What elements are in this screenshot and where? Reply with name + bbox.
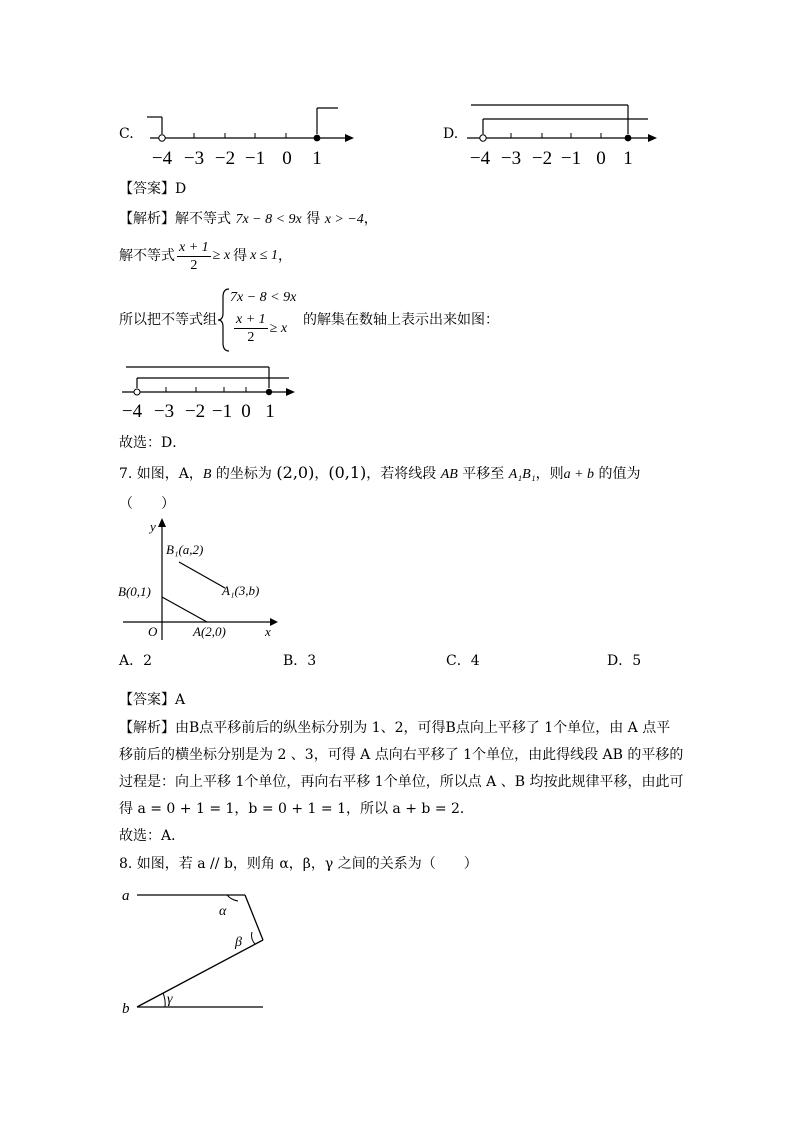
q7-coordinate-figure xyxy=(115,515,285,645)
left-brace xyxy=(217,287,231,353)
tick-label: −4 xyxy=(151,148,173,169)
fraction: $\frac{x + 1}{2}$ xyxy=(236,312,266,345)
beta-arc xyxy=(252,932,255,944)
arrow-head xyxy=(345,134,354,142)
tick-label: −3 xyxy=(153,401,175,422)
tick-label: −2 xyxy=(184,401,206,422)
tick-label: 0 xyxy=(241,401,251,422)
q8-parallel-lines-figure xyxy=(115,880,275,1020)
open-dot xyxy=(134,389,140,395)
arrow-head xyxy=(286,388,295,396)
tick-label: 1 xyxy=(312,148,322,169)
a-label: a xyxy=(122,888,130,904)
inequality-1: 7x − 8 < 9x xyxy=(235,212,302,227)
open-dot xyxy=(480,135,486,141)
tick-label: 0 xyxy=(282,148,292,169)
q6-system-suffix: 的解集在数轴上表示出来如图： xyxy=(303,312,499,328)
q6-analysis-line1: 【解析】解不等式 7x − 8 < 9x 得 x > −4， xyxy=(119,211,378,227)
y-label: y xyxy=(150,519,156,534)
segment-1 xyxy=(245,895,263,940)
tick-label: −4 xyxy=(469,148,491,169)
q7-analysis-line1: 【解析】由B点平移前后的纵坐标分别为 1、2，可得B点向上平移了 1个单位，由 A 点平 xyxy=(119,720,671,736)
tick-label: −3 xyxy=(183,148,205,169)
tick-label: −2 xyxy=(214,148,236,169)
tick-label: −1 xyxy=(560,148,582,169)
a-label: A(2,0) xyxy=(193,624,226,639)
b1-label: B₁(a,2) xyxy=(166,542,204,557)
q7-analysis-line4: 得 a = 0 + 1 = 1，b = 0 + 1 = 1，所以 a + b = 2． xyxy=(119,801,474,817)
q7-stem: 7. 如图，A，B 的坐标为 (2,0)，(0,1)，若将线段 AB 平移至 A₁B₁，则a + b 的值为 xyxy=(119,463,641,482)
q7-option-a[interactable]: A．2 xyxy=(119,653,153,669)
q8-stem: 8. 如图，若 a // b，则角 α，β，γ 之间的关系为（ ） xyxy=(119,856,478,872)
tick-label: −3 xyxy=(500,148,522,169)
q6-answer: 【答案】D xyxy=(119,181,187,197)
a1-label: A₁(3,b) xyxy=(222,583,260,598)
b-label: B(0,1) xyxy=(118,584,151,599)
coord-a: (2,0) xyxy=(276,463,315,482)
coord-b: (0,1) xyxy=(328,463,367,482)
option-c-number-line xyxy=(140,100,360,172)
b-label: b xyxy=(122,1001,130,1017)
q6-analysis-line2: 解不等式 $\frac{x + 1}{2}$ ≥ x 得 x ≤ 1 ， xyxy=(119,239,292,273)
tick-label: −4 xyxy=(121,401,143,422)
option-c-label: C. xyxy=(119,126,134,142)
segment-2 xyxy=(137,940,263,1007)
tick-label: −1 xyxy=(244,148,266,169)
fraction: $\frac{x + 1}{2}$ xyxy=(179,239,209,273)
solution-2: x ≤ 1 xyxy=(250,248,278,263)
gamma-arc xyxy=(163,993,165,1007)
q6-system-prefix: 所以把不等式组 xyxy=(119,312,217,328)
alpha-label: α xyxy=(219,904,227,919)
origin-label: O xyxy=(148,624,158,639)
solid-dot xyxy=(266,389,272,395)
system-line-1: 7x − 8 < 9x xyxy=(230,290,297,305)
tick-label: −1 xyxy=(211,401,233,422)
option-d-number-line xyxy=(463,100,663,172)
q7-answer: 【答案】A xyxy=(119,692,186,708)
beta-label: β xyxy=(235,935,242,950)
gamma-label: γ xyxy=(167,992,173,1007)
solid-dot xyxy=(314,135,321,142)
tick-label: 1 xyxy=(623,148,633,169)
tick-label: 1 xyxy=(265,401,275,422)
q7-analysis-line3: 过程是：向上平移 1个单位，再向右平移 1个单位，所以点 A 、B 均按此规律平移，由此可 xyxy=(119,774,684,790)
solution-number-line xyxy=(118,360,298,424)
arrow-head xyxy=(648,134,657,142)
option-d-label: D. xyxy=(443,126,459,142)
alpha-arc xyxy=(227,895,238,901)
analysis-heading: 【解析】 xyxy=(119,211,175,227)
q7-option-b[interactable]: B．3 xyxy=(283,653,317,669)
q7-analysis-line2: 移前后的横坐标分别是为 2 、3，可得 A 点向右平移了 1个单位，由此得线段 AB 的平移的 xyxy=(119,747,684,763)
q7-option-c[interactable]: C．4 xyxy=(446,653,480,669)
solution-1: x > −4 xyxy=(324,212,364,227)
tick-label: 0 xyxy=(596,148,606,169)
q7-conclusion: 故选：A． xyxy=(119,828,186,844)
segment-a1b1 xyxy=(179,562,225,588)
tick-label: −2 xyxy=(531,148,553,169)
x-label: x xyxy=(265,624,271,639)
segment-ab xyxy=(162,597,207,622)
open-dot xyxy=(159,135,165,141)
q6-conclusion: 故选：D． xyxy=(119,435,187,451)
q7-option-d[interactable]: D．5 xyxy=(607,653,642,669)
solid-dot xyxy=(625,135,632,142)
system-line-2: $\frac{x + 1}{2}$ ≥ x xyxy=(236,312,288,345)
q7-answer-paren: （ ） xyxy=(119,496,175,512)
